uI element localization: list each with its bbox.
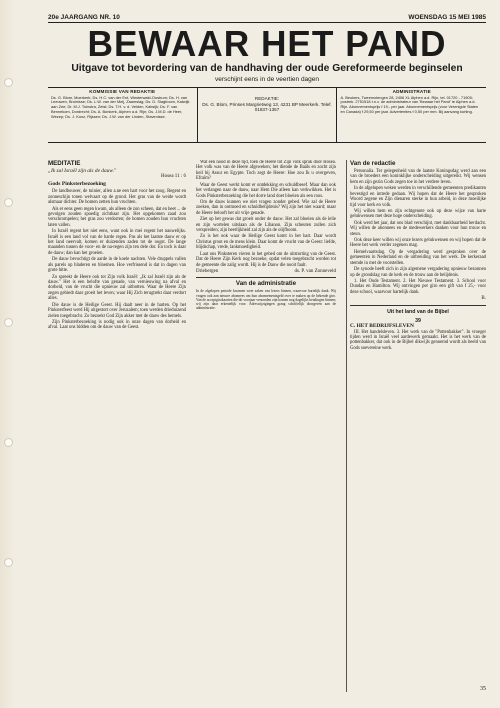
column-meditation	[48, 160, 186, 692]
page-number: 35	[480, 686, 486, 692]
punch-hole	[4, 558, 13, 567]
page-content	[48, 14, 486, 694]
paragraph: III. Het handelsleven. 3. Het werk van de "Pottenbakker". In vroeger tijden werd in Israël veel aardewerk gemaakt. Het is het werk van de pottenbakker, dat ook in de Bijbel dikwijls genoemd wordt als beeld van Gods soevereine werk.	[350, 329, 486, 351]
signature	[196, 269, 336, 274]
administration-text: A. Beukers, Tweemolengen 28, 2406 XL Alphen a.d. Rijn, tel. 01720 - 71905; postrek. 2751518 t.n.v. de administrateur van 'Bewaar het Pand' te Alphen a.d. Rijn. Abonnementsprijs f 19,- per jaar. Abonnementsprijs (voor Verenigde Staten en Canada) f 29,50 per jaar. Advertenties f 0,50 per mm. Bij aanvang korting.	[340, 94, 479, 114]
administration-info	[337, 88, 486, 142]
paragraph: Zo is het ook waar de Heilige Geest komt in het hart. Daar wordt Christus groot en de mens klein. Daar komt de vrucht van de Geest: liefde, blijdschap, vrede, lankmoedigheid.	[196, 234, 336, 251]
paragraph: Zijn Pinksterbezoeking is nodig ook in onze dagen van dorheid en afval. Laat ons bidden om de dauw van de Geest.	[48, 319, 186, 331]
column-editorial	[346, 160, 486, 692]
administration-title: ADMINISTRATIE	[392, 89, 431, 94]
redactie-committee	[48, 88, 197, 142]
punch-hole	[4, 198, 13, 207]
info-box	[48, 87, 486, 143]
paragraph: Waar de Geest werkt komt er ontdekking en schuldbesef. Maar dan ook het verlangen naar de dauw, naar Hem Die alleen kan verkwikken. Het is Gods Pinksterbezoeking die het dorre land doet bloeien als een roos.	[196, 182, 336, 199]
series-subtitle: C. HET BEDRIJFSLEVEN	[350, 323, 414, 330]
series-number: 39	[415, 317, 421, 324]
paragraph: Personalia. Ter gelegenheid van de laatste Koningsdag werd aan een van de broeders een koninklijke onderscheiding uitgereikt. Wij wensen hem en zijn gezin Gods zegen toe in het verdere leven.	[350, 169, 486, 185]
masthead-title: BEWAAR HET PAND	[87, 23, 447, 64]
redactie-committee-text: Ds. G. Blom, Moerkerk; Ds. H.C. van der Ent, Westerwald-Oostrum; Ds. H. van Leeuwen, Bruinisse; Ds. L.W. van der Meij, Zaamslag; Ds. D. Slagboom, Katwijk aan Zee; Dr. M.J. Tuinstra, Zeist; Ds. T.H. v. d. Velden, Katwijk; Ds. F. van Bennekom, Dordrecht; Ds. A. Bonkerk, Alphen a.d. Rijn; Ds. J.M.D. de Heer, Wezep; Ds. J. Kunz, Rijssen; Ds. J.W. van der Linden, Stavenisse.	[51, 94, 190, 119]
paragraph: Ook werd het jaar, dat ons blad verschijnt, met dankbaarheid herdacht. Wij willen de abonnees en de medewerkers danken voor hun trouw en steun.	[350, 220, 486, 237]
punch-hole	[4, 438, 13, 447]
editor-text: Ds. G. Blom, Prinses Margrietweg 13, 4231 BP Meerkerk. Telef. 01837-1357	[202, 101, 332, 113]
meditation-heading: MEDITATIE	[48, 160, 81, 167]
series-title: Uit het land van de Bijbel	[387, 308, 449, 315]
administration-notice: In de afgelopen periode kwamen weer zaken van lezers binnen, waarvoor hartelijk dank. Wij vragen ook aan nieuwe abonnees om hun abonnementsgeld over te maken op de bekende giro. Van de acceptgirokaarten die dit voorjaar verzonden zijn komen nog dagelijks betalingen binnen; wij zijn daar erkentelijk voor. Adreswijzigingen graag schriftelijk doorgeven aan de administratie.	[196, 289, 336, 311]
punch-holes	[4, 0, 12, 708]
volume-number: 20e JAARGANG NR. 10	[48, 14, 120, 21]
article-columns	[48, 160, 486, 692]
paragraph: De synode heeft zich in zijn algemene vergadering opnieuw bezonnen op de grondslag van de kerk en de trouw aan de belijdenis.	[350, 267, 486, 278]
paragraph: De landbouwer, de tuinier, allen a.ne een hart voor het zoog. Regent en zonneschijn tonen welvaart op de grond. Het gras van de weide wordt alsmaar dichter. De bomen zetten hun vruchten.	[48, 189, 186, 206]
paragraph: Wij willen hem en zijn echtgenote ook op deze wijze van harte gelukwensen met deze hoge onderscheiding.	[350, 208, 486, 220]
editor-info	[197, 88, 338, 142]
editorial-sign: B.	[481, 296, 486, 302]
meditation-motto: „Ik zal Israël zijn als de dauw."	[48, 168, 117, 174]
paragraph: 1. Het Oude Testament. 2. Het Nieuwe Testament. 3. School voor Dundas en Hamilton. Wij ontvingen per giro een gift van f 25,- voor deze school, waarvoor hartelijk dank.	[350, 279, 486, 295]
divider	[350, 305, 486, 306]
column-meditation-continued	[196, 160, 336, 692]
paragraph: In de afgelopen weken werden in verschillende gemeenten predikanten bevestigd en intrede gedaan. Wij hopen dat de Heere het gesproken Woord zegene en Zijn dienaren sterke in hun arbeid, in deze moeilijke tijd voor kerk en volk.	[350, 186, 486, 208]
paragraph: In Israël regent het niet eens, want ook in mei regent het nauwelijks. Israël is een land vol van de harde regen. Pas als het laatste dauw er op het land neervalt, komen er duizenden zaden tot de oogst. De lange maanden tussen de voor- en de na-regen zijn ten dele dor. En toch is daar de dauw; dan kan het groeien.	[48, 229, 186, 256]
punch-hole	[4, 318, 13, 327]
paragraph: Ziet op het gewas dat groeit onder de dauw. Het zal bloeien als de lelie en zijn wortelen uitslaan als de Libanon. Zijn scheuten zullen zich verspreiden; zijn heerlijkheid zal zijn als de olijfboom.	[196, 217, 336, 234]
administration-section-heading: Van de administratie	[235, 280, 297, 288]
paragraph: Wat een nood in deze tijd, toen de Heere tot Zijn volk sprak door Hosea. Het volk was van de Heere afgeweken; het diende de Baäls en zocht zijn heil bij Assur en Egypte. Toch zegt de Heere: Hoe zou Ik u overgeven, Efraïm?	[196, 160, 336, 182]
redactie-committee-title: KOMMISSIE VAN REDAKTIE	[89, 89, 156, 94]
scripture-reference: Hosea 11 : 6	[161, 174, 186, 180]
issue-date: WOENSDAG 15 MEI 1985	[408, 14, 486, 21]
signature-author: ds. P. van Zonneveld	[294, 269, 336, 275]
paragraph: Hemelvaartsdag. Op de vergadering werd gesproken over de gemeenten in Nederland en de uitbreiding van het werk. De kerkeraad stemde in met de voorstellen.	[350, 249, 486, 266]
signature-place: Driebergen	[196, 269, 219, 275]
article-title: Gods Pinksterbezoeking	[48, 180, 106, 187]
divider	[196, 277, 336, 278]
paragraph: Als er eens geen regen kwam, als alleen de zon scheen, dat en heet ... de gevolgen zouden spoedig zichtbaar zijn. Het opgekomen zaad zou verschrompelen; het gras zou verdorren; de bomen zouden hun vruchten laten vallen.	[48, 206, 186, 228]
header-line	[48, 14, 486, 23]
paragraph: Laat ons Pinksteren vieren in het gebed om de uitstorting van de Geest. Dat de Heere Zijn Kerk nog bezoeke, opdat velen toegebracht worden tot de gemeente die zalig wordt. Hij is de Dauw die nooit faalt.	[196, 251, 336, 268]
paragraph: De dauw bevochtigt de aarde in de koele nachten. Vele druppels vallen als parels op bladeren en bloemen. Hoe verfrissend is dat in dagen van grote hitte.	[48, 257, 186, 274]
paragraph: Om de dauw kunnen we niet vragen zonder gebed. Wie zal de Heere zoeken, dan in ootmoed en schuldbelijdenis? Wij zijn het niet waard; maar de Heere belooft het uit vrije genade.	[196, 199, 336, 216]
paragraph: Zo spreekt de Heere ook tot Zijn volk Israël: ,,Ik zal Israël zijn als de dauw." Het is een belofte van genade, van vernieuwing na afval en dorheid, van de vrucht die opnieuw zal uitbotten. Waar de Heere Zijn zegen gebiedt daar groeit het leven; waar Hij Zich terugtrekt daar verdort alles.	[48, 274, 186, 302]
frequency-note: verschijnt eens in de veertien dagen	[214, 76, 320, 83]
editorial-heading: Van de redactie	[350, 160, 396, 167]
masthead-subtitle: Uitgave tot bevordering van de handhaving der oude Gereformeerde beginselen	[71, 63, 463, 74]
editor-title: REDAKTIE:	[254, 96, 280, 101]
punch-hole	[4, 78, 13, 87]
paragraph: Ook deze keer willen wij onze lezers gelukwensen en wij hopen dat de Heere het werk verder zegenen mag.	[350, 238, 486, 249]
paragraph: Die dauw is de Heilige Geest. Hij daalt neer in de harten. Op het Pinksterfeest werd Hij uitgestort over Jeruzalem; toen werden drieduizend zielen toegebracht. Zo bezoekt God Zijn akker met de dauw des hemels.	[48, 302, 186, 319]
